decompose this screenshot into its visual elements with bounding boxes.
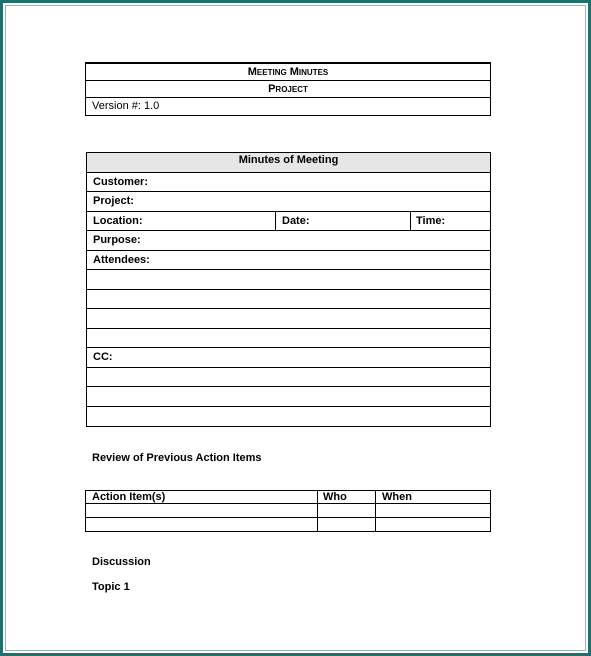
- action-items-column-header: Action Item(s): [86, 491, 318, 503]
- minutes-of-meeting-table: [86, 152, 491, 427]
- table-row[interactable]: [86, 504, 490, 517]
- who-cell[interactable]: [318, 518, 376, 531]
- table-row[interactable]: [86, 518, 490, 531]
- attendee-line[interactable]: [87, 329, 490, 349]
- review-section-title: Review of Previous Action Items: [92, 452, 262, 464]
- location-label: Location:: [93, 214, 143, 227]
- when-column-header: When: [382, 491, 412, 503]
- attendees-label: Attendees:: [93, 253, 150, 266]
- project-row[interactable]: [87, 192, 490, 212]
- cc-line[interactable]: [87, 368, 490, 388]
- cc-line[interactable]: [87, 387, 490, 407]
- location-row[interactable]: [87, 212, 490, 232]
- customer-row[interactable]: [87, 173, 490, 193]
- action-items-table: [85, 490, 491, 532]
- discussion-title: Discussion: [92, 556, 151, 568]
- when-cell[interactable]: [376, 518, 490, 531]
- version-number: Version #: 1.0: [92, 100, 160, 112]
- time-label: Time:: [410, 212, 445, 231]
- attendee-line[interactable]: [87, 309, 490, 329]
- project-label: Project:: [93, 195, 134, 207]
- action-items-header-row: [86, 491, 490, 504]
- customer-label: Customer:: [93, 175, 149, 188]
- attendees-row[interactable]: [87, 251, 490, 271]
- project-title: Project: [86, 81, 490, 98]
- document-title: Meeting Minutes: [86, 64, 490, 81]
- who-column-header: Who: [318, 491, 376, 503]
- purpose-row[interactable]: [87, 231, 490, 251]
- minutes-heading: Minutes of Meeting: [87, 153, 490, 173]
- attendee-line[interactable]: [87, 270, 490, 290]
- purpose-label: Purpose:: [93, 234, 141, 246]
- date-label: Date:: [275, 212, 310, 231]
- attendee-line[interactable]: [87, 290, 490, 310]
- action-item-cell[interactable]: [86, 518, 318, 531]
- cc-label: CC:: [93, 351, 113, 363]
- cc-line[interactable]: [87, 407, 490, 427]
- when-cell[interactable]: [376, 504, 490, 516]
- topic-title: Topic 1: [92, 581, 130, 593]
- action-item-cell[interactable]: [86, 504, 318, 516]
- header-table: [85, 62, 491, 116]
- who-cell[interactable]: [318, 504, 376, 516]
- cc-row[interactable]: [87, 348, 490, 368]
